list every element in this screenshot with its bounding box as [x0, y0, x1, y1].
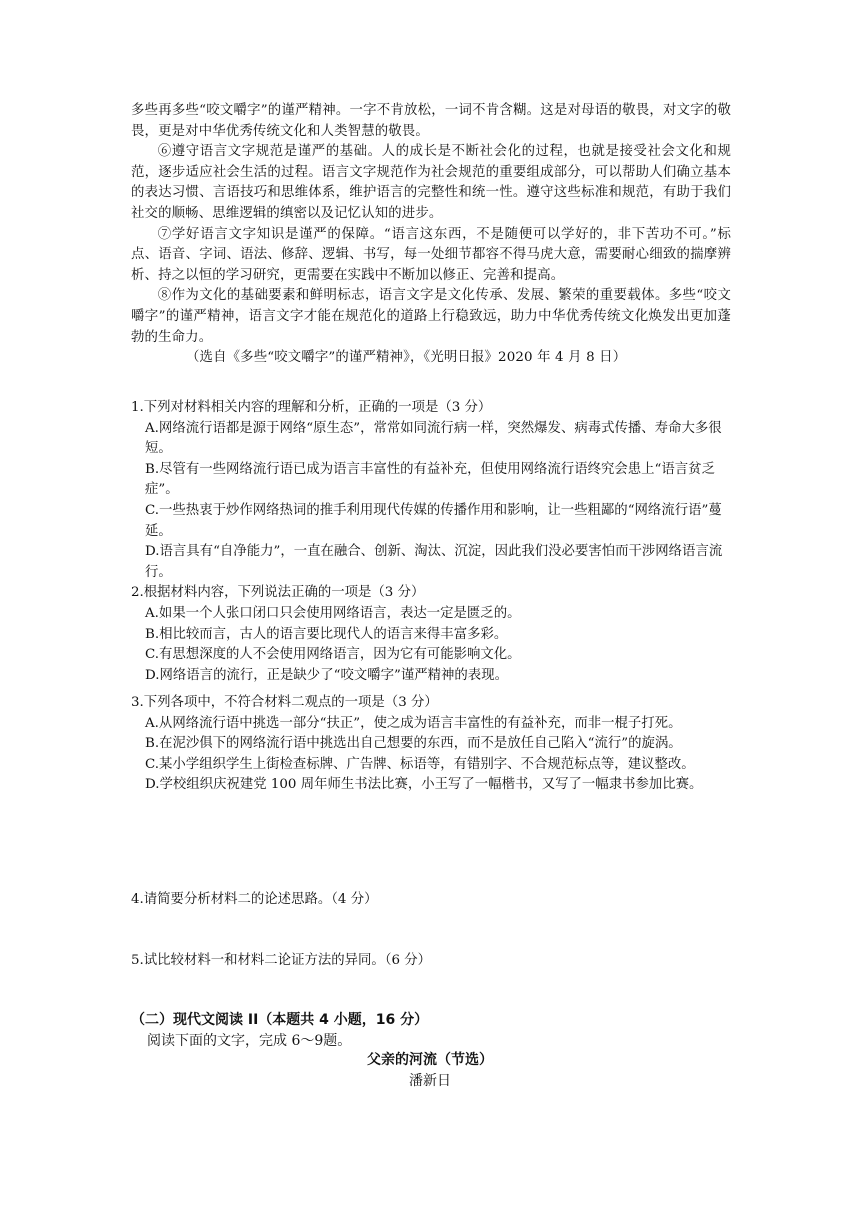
question-3-option-a: A.从网络流行语中挑选一部分“扶正”，使之成为语言丰富性的有益补充，而非一棍子打死。: [145, 715, 682, 731]
question-1: [131, 398, 731, 686]
article-paragraph-5-end: 多些再多些“咬文嚼字”的谨严精神。一字不肯放松，一词不肯含糊。这是对母语的敬畏，对文字的敬畏，更是对中华优秀传统文化和人类智慧的敬畏。: [131, 103, 731, 139]
question-3-option-b: B.在泥沙俱下的网络流行语中挑选出自己想要的东西，而不是放任自己陷入“流行”的旋涡。: [145, 736, 682, 752]
question-2-option-b: B.相比较而言，古人的语言要比现代人的语言来得丰富多彩。: [145, 626, 508, 642]
question-3: [131, 693, 731, 796]
article-source: （选自《多些“咬文嚼字”的谨严精神》，《光明日报》2020 年 4 月 8 日）: [186, 350, 627, 366]
question-2-option-d: D.网络语言的流行，正是缺少了“咬文嚼字”谨严精神的表现。: [145, 667, 508, 683]
question-3-stem: 3.下列各项中，不符合材料二观点的一项是（3 分）: [131, 695, 438, 710]
section-2-heading: （二）现代文阅读 II（本题共 4 小题，16 分）: [131, 1012, 429, 1028]
question-1-option-a: A.网络流行语都是源于网络“原生态”，常常如同流行病一样，突然爆发、病毒式传播、寿命大多很短。: [145, 420, 722, 457]
article-paragraph-6: ⑥遵守语言文字规范是谨严的基础。人的成长是不断社会化的过程，也就是接受社会文化和规范，逐步适应社会生活的过程。语言文字规范作为社会规范的重要组成部分，可以帮助人们确立基本的表达习惯、言语技巧和思维体系，维护语言的完整性和统一性。遵守这些标准和规范，有助于我们社交的顺畅、思维逻辑的缜密以及记忆认知的进步。: [131, 144, 731, 221]
passage-author: 潘新日: [409, 1073, 451, 1089]
article-paragraph-8: ⑧作为文化的基础要素和鲜明标志，语言文字是文化传承、发展、繁荣的重要载体。多些“咬文嚼字”的谨严精神，语言文字才能在规范化的道路上行稳致远，助力中华优秀传统文化焕发出更加蓬勃的生命力。: [131, 288, 731, 345]
question-3-option-d: D.学校组织庆祝建党 100 周年师生书法比赛，小王写了一幅楷书，又写了一幅隶书参加比赛。: [145, 777, 703, 793]
section-2-instruction: 阅读下面的文字，完成 6～9题。: [147, 1032, 352, 1049]
question-2-option-c: C.有思想深度的人不会使用网络语言，因为它有可能影响文化。: [145, 647, 521, 663]
section-2-header: [131, 1010, 731, 1051]
question-1-option-c: C.一些热衷于炒作网络热词的推手利用现代传媒的传播作用和影响，让一些粗鄙的“网络流行语”蔓延。: [145, 502, 722, 539]
question-1-option-d: D.语言具有“自净能力”，一直在融合、创新、淘汰、沉淀，因此我们没必要害怕而干涉网络语言流行。: [145, 544, 723, 580]
passage-title: 父亲的河流（节选）: [367, 1052, 493, 1068]
question-1-option-b: B.尽管有一些网络流行语已成为语言丰富性的有益补充，但使用网络流行语终究会患上“语言贫乏症”。: [145, 461, 715, 498]
article-continuation: [131, 101, 731, 369]
question-2-option-a: A.如果一个人张口闭口只会使用网络语言，表达一定是匮乏的。: [145, 605, 521, 621]
question-2-stem: 2.根据材料内容，下列说法正确的一项是（3 分）: [131, 585, 425, 601]
question-4: [131, 890, 731, 911]
article-paragraph-7: ⑦学好语言文字知识是谨严的保障。“语言这东西，不是随便可以学好的，非下苦功不可。”标点、语音、字词、语法、修辞、逻辑、书写，每一处细节都容不得马虎大意，需要耐心细致的揣摩辨析、持之以恒的学习研究，更需要在实践中不断加以修正、完善和提高。: [131, 226, 731, 283]
question-5: [131, 951, 731, 972]
question-1-stem: 1.下列对材料相关内容的理解和分析，正确的一项是（3 分）: [131, 400, 492, 415]
question-3-option-c: C.某小学组织学生上街检查标牌、广告牌、标语等，有错别字、不合规范标点等，建议整改。: [145, 756, 695, 772]
question-4-stem: 4.请简要分析材料二的论述思路。（4 分）: [131, 892, 378, 907]
question-5-stem: 5.试比较材料一和材料二论证方法的异同。（6 分）: [131, 953, 432, 968]
